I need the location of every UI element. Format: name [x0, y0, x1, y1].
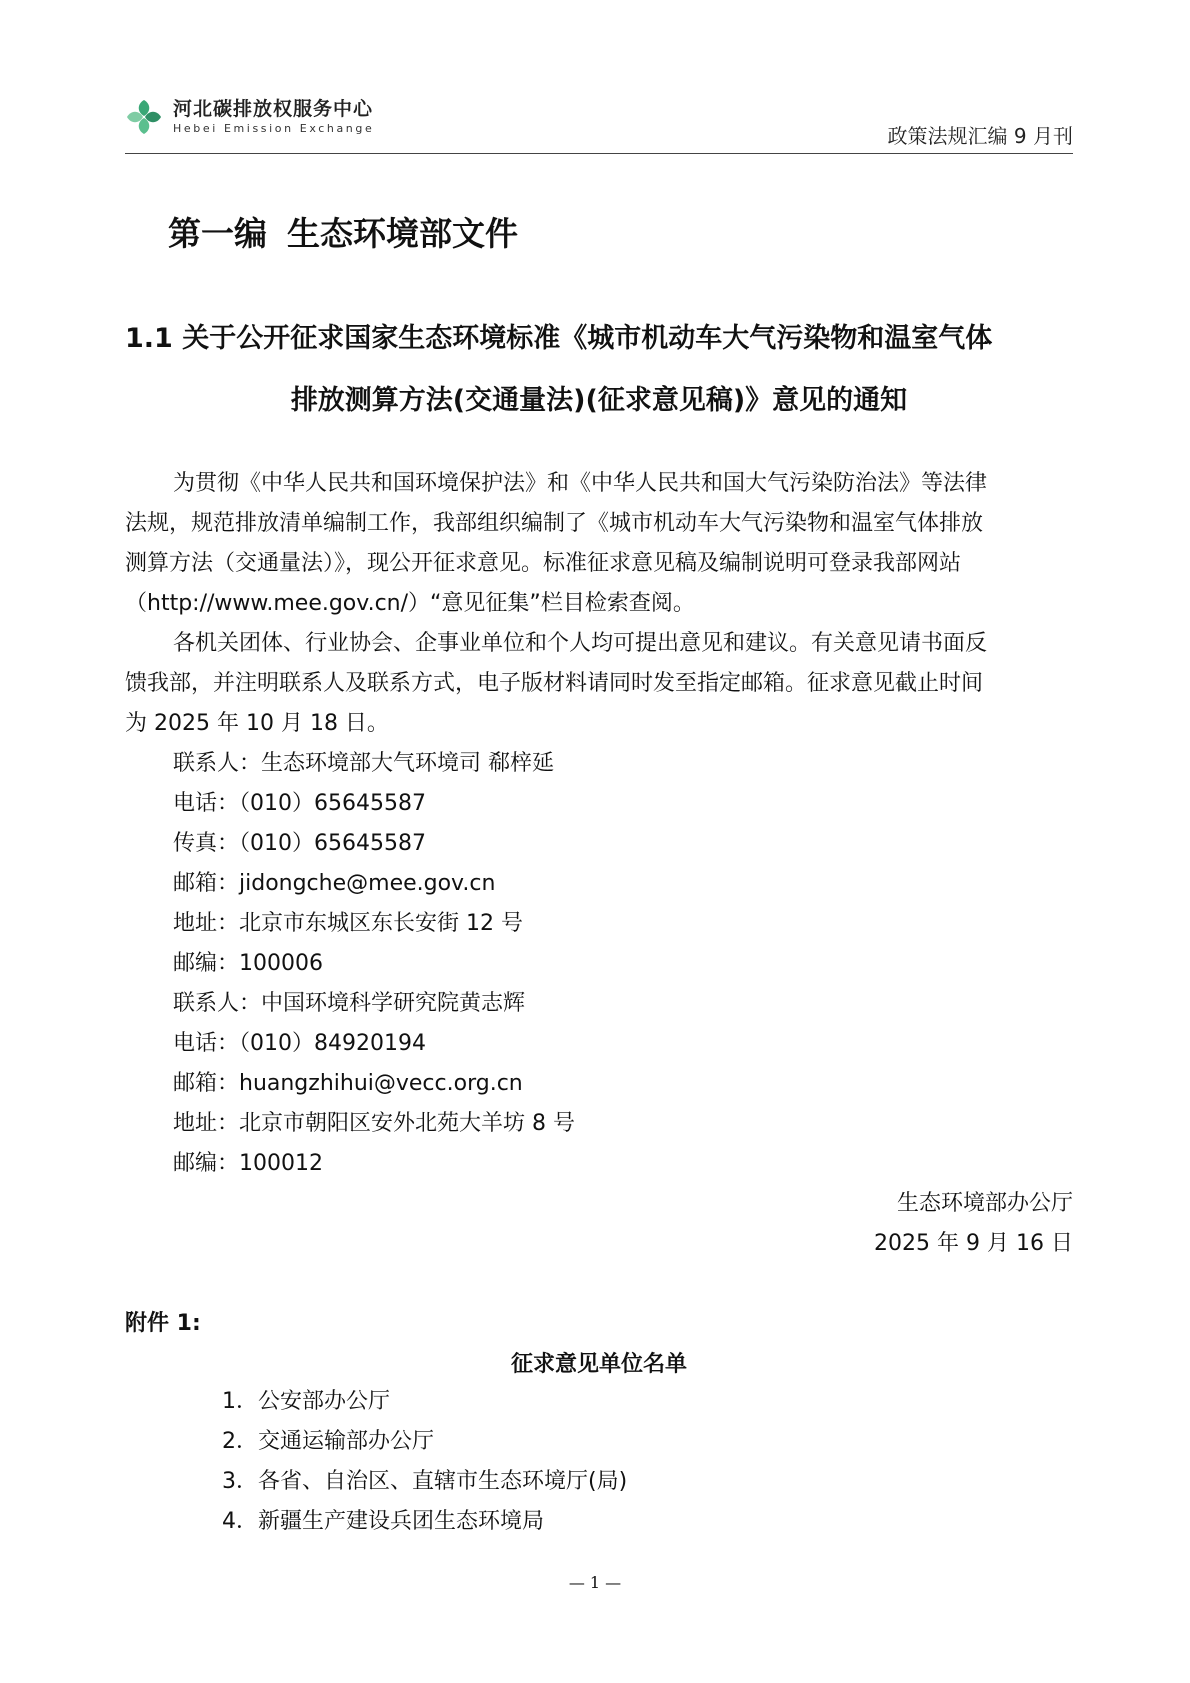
contact-line: 邮编：100012	[173, 1151, 323, 1176]
attachment-label: 附件 1:	[125, 1311, 201, 1336]
section-title-line-1: 1.1 关于公开征求国家生态环境标准《城市机动车大气污染物和温室气体	[125, 323, 993, 354]
contact-line: 邮箱：huangzhihui@vecc.org.cn	[173, 1071, 523, 1096]
body-line: （http://www.mee.gov.cn/）“意见征集”栏目检索查阅。	[125, 591, 695, 616]
header-divider	[125, 153, 1073, 154]
part-number: 第一编	[168, 214, 267, 253]
body-line: 为 2025 年 10 月 18 日。	[125, 711, 389, 736]
page-header	[125, 98, 1073, 154]
contact-line: 地址：北京市东城区东长安街 12 号	[173, 911, 523, 936]
body-line: 测算方法（交通量法）》，现公开征求意见。标准征求意见稿及编制说明可登录我部网站	[125, 551, 962, 576]
page-number: — 1 —	[568, 1573, 622, 1592]
list-item: 2．交通运输部办公厅	[222, 1429, 434, 1454]
leaf-emblem-icon	[125, 98, 163, 136]
list-item: 1．公安部办公厅	[222, 1389, 390, 1414]
part-name: 生态环境部文件	[287, 214, 518, 253]
contact-line: 电话：（010）65645587	[173, 791, 426, 816]
issuer: 生态环境部办公厅	[896, 1191, 1073, 1216]
org-name-en: Hebei Emission Exchange	[173, 122, 375, 135]
body-line: 法规，规范排放清单编制工作，我部组织编制了《城市机动车大气污染物和温室气体排放	[125, 511, 984, 536]
org-logo	[125, 98, 374, 136]
body-line: 为贯彻《中华人民共和国环境保护法》和《中华人民共和国大气污染防治法》等法律	[173, 471, 988, 496]
list-item: 3．各省、自治区、直辖市生态环境厅(局)	[222, 1469, 628, 1494]
body-line: 各机关团体、行业协会、企事业单位和个人均可提出意见和建议。有关意见请书面反	[173, 631, 988, 656]
part-title	[168, 208, 518, 255]
contact-line: 电话：（010）84920194	[173, 1031, 426, 1056]
contact-line: 邮箱：jidongche@mee.gov.cn	[173, 871, 496, 896]
contact-line: 联系人：中国环境科学研究院黄志辉	[173, 991, 526, 1016]
org-name-cn: 河北碳排放权服务中心	[173, 98, 374, 120]
issue-date: 2025 年 9 月 16 日	[874, 1231, 1073, 1256]
journal-title: 政策法规汇编 9 月刊	[887, 124, 1073, 148]
contact-line: 联系人：生态环境部大气环境司 郗梓延	[173, 751, 554, 776]
section-title-line-2: 排放测算方法(交通量法)(征求意见稿)》意见的通知	[290, 385, 908, 416]
list-item: 4．新疆生产建设兵团生态环境局	[222, 1509, 544, 1534]
contact-line: 传真：（010）65645587	[173, 831, 426, 856]
body-line: 馈我部，并注明联系人及联系方式，电子版材料请同时发至指定邮箱。征求意见截止时间	[125, 671, 984, 696]
contact-line: 地址：北京市朝阳区安外北苑大羊坊 8 号	[173, 1111, 575, 1136]
attachment-title: 征求意见单位名单	[510, 1352, 687, 1377]
contact-line: 邮编：100006	[173, 951, 323, 976]
